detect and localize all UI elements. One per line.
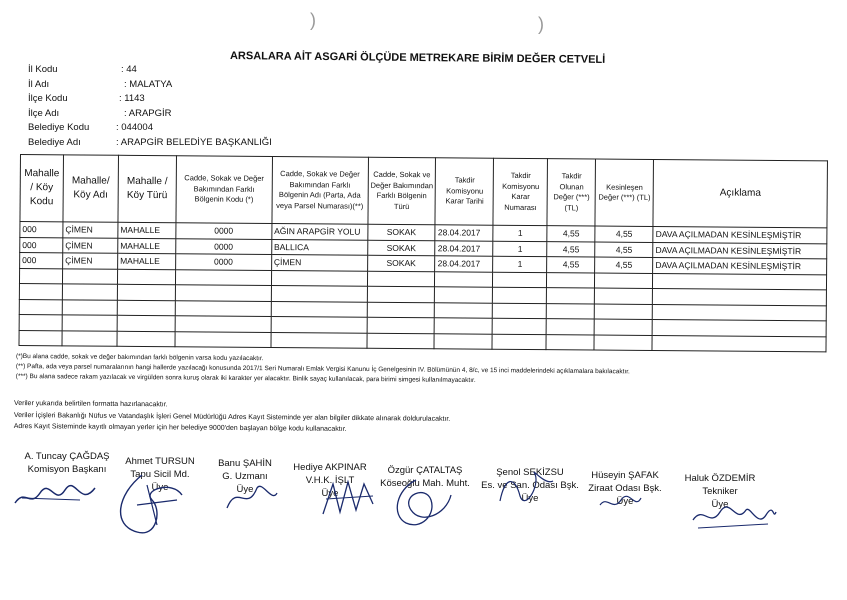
table-cell [435, 287, 493, 303]
signatory-member: Üye [711, 499, 729, 510]
table-cell [19, 314, 62, 330]
signatory-name: Banu ŞAHİN [218, 458, 272, 469]
table-cell [19, 268, 62, 284]
column-header: Cadde, Sokak ve Değer Bakımından Farklı Bölgenin Adı (Parta, Ada veya Parsel Numarası)(**) [272, 156, 368, 224]
table-cell [367, 302, 435, 318]
signatory-member: Üye [236, 484, 254, 495]
signature-scribble-5 [386, 475, 456, 530]
instruction-line: Veriler yukarıda belirtilen formatta hazırlanacaktır. [13, 399, 168, 409]
table-cell [367, 317, 435, 333]
header-label: Belediye Adı [28, 136, 81, 148]
signatory-role: G. Uzmanı [222, 471, 268, 482]
signatory-role: Ziraat Odası Bşk. [588, 483, 662, 494]
signatory-1 [12, 450, 122, 476]
table-cell [547, 288, 595, 304]
table-cell: 0000 [176, 238, 272, 254]
footnote: (*)Bu alana cadde, sokak ve değer bakımından farklı bölgenin varsa kodu yazılacaktır. [15, 352, 264, 363]
header-value: : 1143 [119, 93, 145, 104]
table-cell [175, 285, 271, 301]
column-header: Takdir Komisyonu Karar Tarihi [435, 158, 493, 225]
document-title: ARSALARA AİT ASGARİ ÖLÇÜDE METREKARE BİRİM DEĞER CETVELİ [229, 50, 606, 66]
table-cell [652, 304, 826, 321]
table-cell: ÇİMEN [271, 254, 367, 270]
table-cell [594, 319, 652, 335]
header-label: İlçe Adı [28, 107, 60, 119]
table-cell: MAHALLE [118, 222, 176, 238]
header-value: : MALATYA [124, 78, 173, 90]
footnote: (**) Pafta, ada veya parsel numaralarının hangi hallerde yazılacağı konusunda 2017/1 Seri Numaralı Emlak Vergisi Kanunu İç Genelgesinin IV. Bölümünün 4, 8/c, ve 15 inci maddelerindeki açıklamalara bakılacaktır. [15, 362, 630, 376]
signatory-role: Tekniker [702, 486, 738, 497]
table-cell: DAVA AÇILMADAN KESİNLEŞMİŞTİR [653, 242, 827, 259]
instructions [14, 398, 774, 439]
header-row-il-adi [28, 78, 272, 93]
header-row-belediye-adi [28, 136, 272, 151]
table-cell: 000 [20, 253, 63, 269]
column-header: Açıklama [653, 159, 827, 227]
table-cell [367, 271, 435, 287]
table-cell: DAVA AÇILMADAN KESİNLEŞMİŞTİR [653, 226, 827, 243]
column-header: Mahalle / Köy Kodu [20, 155, 64, 222]
signature-scribble-3 [222, 478, 282, 518]
table-cell [594, 335, 652, 351]
table-cell [652, 335, 826, 352]
header-value: : ARAPGİR BELEDİYE BAŞKANLIĞI [116, 136, 272, 148]
table-cell: 1 [493, 241, 547, 257]
table-cell [117, 331, 175, 347]
header-value: : ARAPGİR [124, 107, 172, 119]
table-cell [493, 272, 547, 288]
signature-scribble-1 [10, 478, 100, 518]
table-cell [435, 271, 493, 287]
table-cell: 4,55 [595, 257, 653, 273]
table-cell [493, 303, 547, 319]
table-cell [271, 270, 367, 286]
table-cell [434, 333, 492, 349]
table-cell [653, 288, 827, 305]
table-cell [271, 316, 367, 332]
table-cell: 000 [20, 222, 63, 238]
table-cell [492, 334, 546, 350]
table-cell [117, 300, 175, 316]
table-cell: 000 [20, 237, 63, 253]
signatory-member: Üye [521, 493, 539, 504]
header-row-ilce-adi [28, 107, 272, 122]
signatory-member: Üye [151, 482, 169, 493]
table-cell [271, 301, 367, 317]
table-cell: 1 [493, 225, 547, 241]
signatory-name: Haluk ÖZDEMİR [684, 473, 756, 484]
table-header-row [20, 155, 828, 228]
table-cell [62, 284, 117, 300]
signatory-name: A. Tuncay ÇAĞDAŞ [24, 451, 110, 462]
signatory-role: Tapu Sicil Md. [130, 469, 190, 480]
signatory-name: Ahmet TURSUN [125, 456, 195, 467]
instruction-line: Adres Kayıt Sisteminde kayıtlı olmayan yerler için her belediye 9000'den başlayan bölge kodu kullanacaktır. [13, 422, 347, 433]
header-label: İl Adı [28, 78, 50, 90]
table-cell [62, 299, 117, 315]
table-cell [547, 303, 595, 319]
column-header: Cadde, Sokak ve Değer Bakımından Farklı Bölgenin Türü [368, 157, 436, 225]
signatory-name: Hediye AKPINAR [293, 462, 367, 473]
table-cell [62, 315, 117, 331]
table-cell [62, 330, 117, 346]
table-cell [652, 319, 826, 336]
signature-scribble-6 [495, 466, 555, 511]
table-cell [117, 284, 175, 300]
table-cell: MAHALLE [118, 253, 176, 269]
table-cell: BALLICA [271, 239, 367, 255]
table-cell [271, 332, 367, 348]
table-cell [653, 273, 827, 290]
table-cell: 4,55 [547, 226, 595, 242]
table-cell: 0000 [176, 223, 272, 239]
header-value: : 44 [121, 64, 137, 75]
header-row-belediye-kodu [28, 121, 272, 136]
table-cell [546, 319, 594, 335]
table-cell [435, 302, 493, 318]
table-cell [271, 285, 367, 301]
table-cell: SOKAK [367, 240, 435, 256]
table-cell: AĞIN ARAPGİR YOLU [272, 223, 368, 239]
table-cell [62, 268, 117, 284]
column-header: Mahalle / Köy Türü [118, 155, 176, 222]
table-cell: 1 [493, 256, 547, 272]
column-header: Takdir Komisyonu Karar Numarası [493, 158, 547, 225]
table-cell [367, 286, 435, 302]
table-cell [117, 269, 175, 285]
table-cell: 28.04.2017 [435, 240, 493, 256]
column-header: Mahalle/ Köy Adı [63, 155, 118, 222]
table-cell [595, 288, 653, 304]
signatory-name: Şenol SEKİZSU [496, 467, 564, 478]
signatory-role: Köseoğlu Mah. Muht. [380, 478, 470, 489]
table-cell [117, 315, 175, 331]
signature-scribble-2 [112, 470, 192, 540]
table-cell [546, 334, 594, 350]
table-cell [595, 273, 653, 289]
table-cell: 4,55 [595, 242, 653, 258]
table-cell: MAHALLE [118, 238, 176, 254]
signatory-name: Özgür ÇATALTAŞ [387, 465, 463, 476]
header-row-il-kodu [28, 63, 272, 78]
header-value: : 044004 [116, 122, 153, 133]
header-label: Belediye Kodu [28, 122, 90, 133]
table-cell [595, 304, 653, 320]
signatory-role: Komisyon Başkanı [27, 464, 107, 475]
table-cell [547, 272, 595, 288]
table-cell: SOKAK [367, 255, 435, 271]
header-label: İl Kodu [28, 64, 58, 75]
table-cell [175, 269, 271, 285]
punch-mark-right: ) [538, 14, 544, 34]
footnote: (***) Bu alana sadece rakam yazılacak ve virgülden sonra kuruş olarak iki karakter yer alacaktır. Binlik sayaç kullanılacak, para birimi simgesi kullanılmayacaktır. [15, 372, 476, 385]
punch-mark-left: ) [310, 10, 316, 30]
table-cell: 4,55 [595, 226, 653, 242]
signatory-member: Üye [616, 496, 634, 507]
table-cell [435, 318, 493, 334]
table-cell: SOKAK [367, 224, 435, 240]
column-header: Takdir Olunan Değer (***) (TL) [547, 159, 595, 226]
signatory-name: Hüseyin ŞAFAK [591, 470, 659, 481]
column-header: Cadde, Sokak ve Değer Bakımından Farklı Bölgenin Kodu (*) [176, 156, 272, 224]
table-cell: 4,55 [547, 241, 595, 257]
table-cell [19, 299, 62, 315]
table-cell: 28.04.2017 [435, 256, 493, 272]
signatory-role: Es. ve San. Odası Bşk. [481, 480, 579, 491]
instruction-line: Veriler İçişleri Bakanlığı Nüfus ve Vatandaşlık İşleri Genel Müdürlüğü Adres Kayıt Sisteminde yer alan bilgiler dikkate alınarak doldurulacaktır. [13, 411, 451, 423]
table-cell [19, 283, 62, 299]
table-cell: DAVA AÇILMADAN KESİNLEŞMİŞTİR [653, 257, 827, 274]
header-row-ilce-kodu [28, 92, 272, 107]
table-cell [175, 331, 271, 347]
table-cell [19, 330, 62, 346]
signature-scribble-8 [688, 500, 778, 535]
table-cell [175, 300, 271, 316]
table-cell [493, 318, 547, 334]
table-cell: 0000 [175, 254, 271, 270]
header-label: İlçe Kodu [28, 93, 68, 104]
signatory-role: V.H.K. İŞLT [305, 475, 355, 486]
value-table [18, 154, 827, 352]
column-header: Kesinleşen Değer (***) (TL) [595, 159, 653, 226]
signature-scribble-7 [595, 490, 645, 515]
table-cell [367, 333, 435, 349]
table-cell: ÇİMEN [63, 237, 118, 253]
table-cell: 4,55 [547, 257, 595, 273]
table-cell [175, 316, 271, 332]
table-cell [493, 287, 547, 303]
signature-scribble-4 [318, 474, 378, 524]
table-cell: 28.04.2017 [435, 225, 493, 241]
signatory-member: Üye [321, 488, 339, 499]
footnotes [16, 352, 776, 389]
table-cell: ÇİMEN [63, 253, 118, 269]
table-cell: ÇİMEN [63, 222, 118, 238]
header-info [28, 63, 272, 150]
